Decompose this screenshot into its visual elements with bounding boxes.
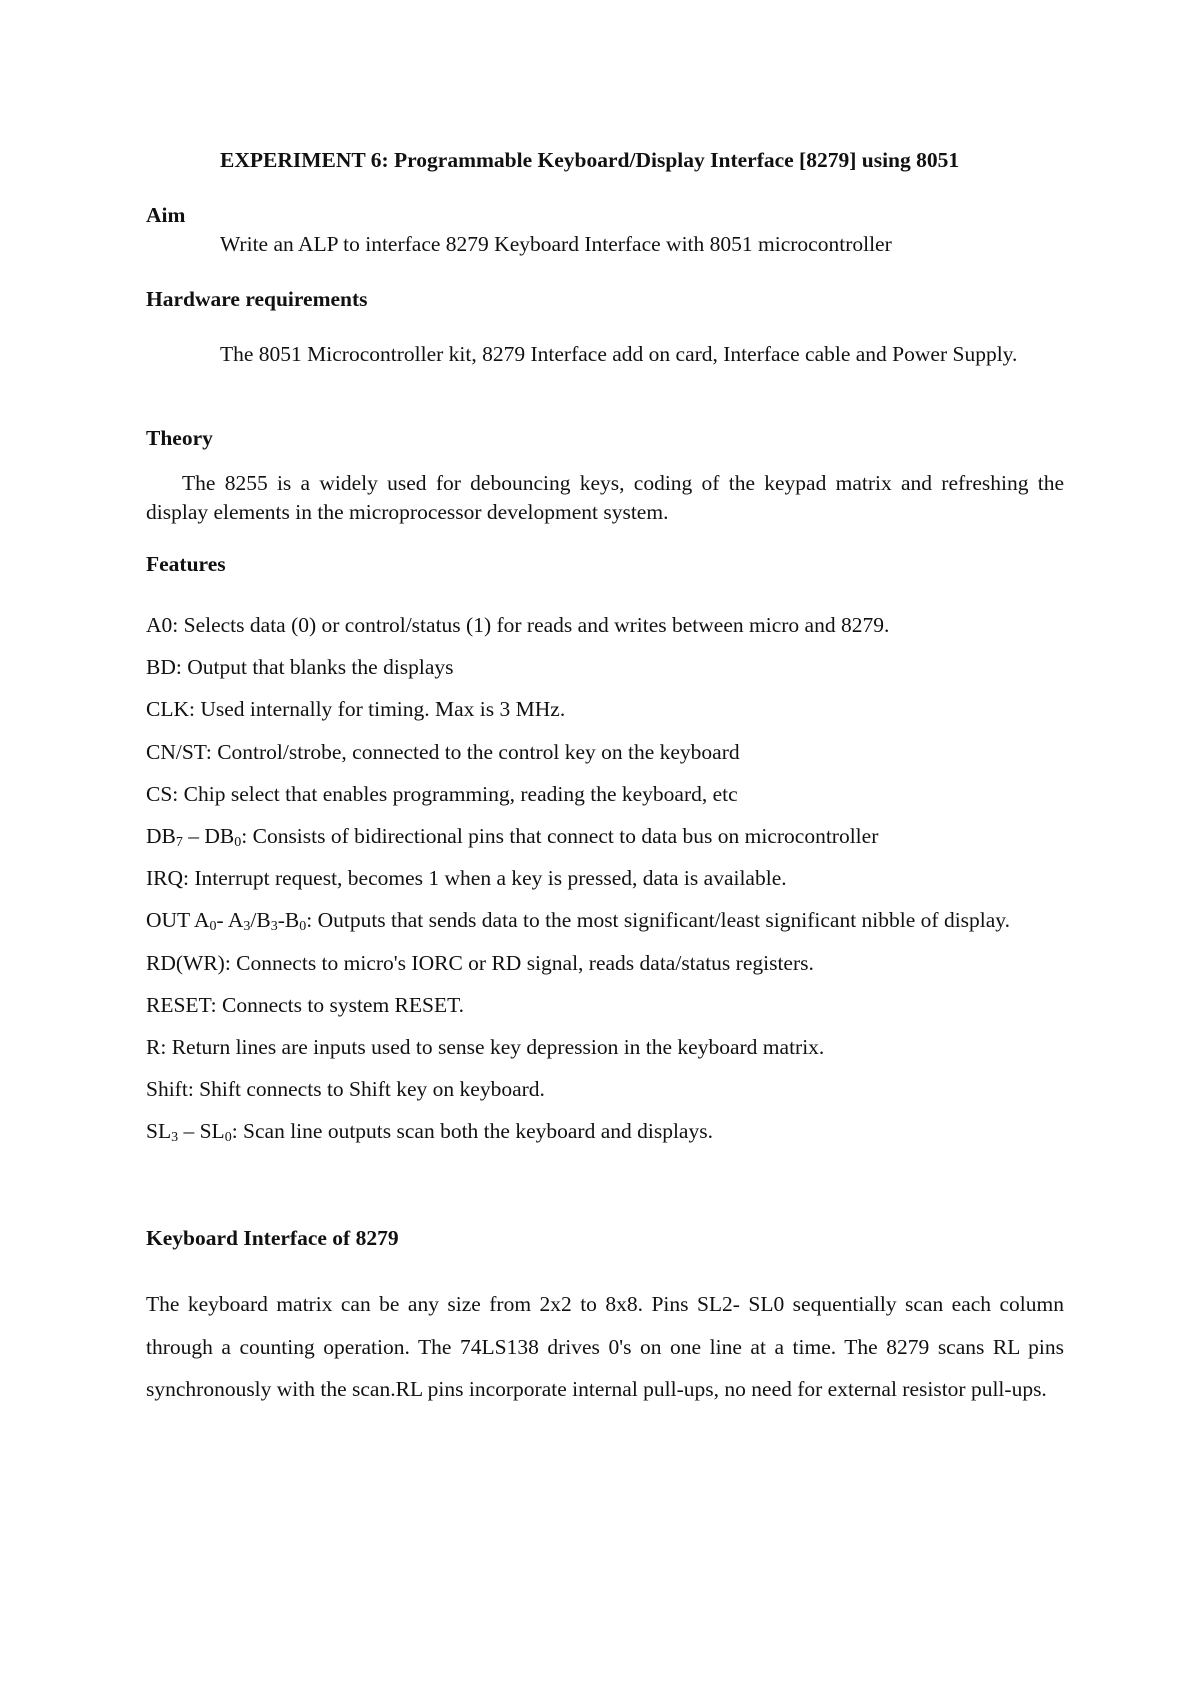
- out-mid-1: - A: [216, 908, 244, 933]
- out-subscript-4: 0: [299, 919, 307, 935]
- db-prefix: DB: [146, 824, 176, 849]
- feature-irq: IRQ: Interrupt request, becomes 1 when a key is pressed, data is available.: [146, 866, 787, 891]
- sl-subscript-0: 0: [224, 1130, 232, 1146]
- out-subscript-2: 3: [243, 919, 251, 935]
- out-mid-2: /B: [250, 908, 271, 933]
- out-subscript-1: 0: [209, 919, 217, 935]
- feature-a0: A0: Selects data (0) or control/status (1) for reads and writes between micro and 8279.: [146, 613, 890, 637]
- keyboard-interface-text: The keyboard matrix can be any size from 2x2 to 8x8. Pins SL2- SL0 sequentially scan each column through a counting operation. The 74LS138 drives 0's on one line at a time. The 8279 scans RL pins synchronously with the scan.RL pins incorporate internal pull-ups, no need for external resistor pull-ups.: [146, 1292, 1064, 1401]
- hardware-text: The 8051 Microcontroller kit, 8279 Interface add on card, Interface cable and Power Supply.: [220, 342, 1018, 366]
- feature-bd: BD: Output that blanks the displays: [146, 655, 454, 680]
- aim-heading: Aim: [146, 203, 186, 227]
- feature-sl: [146, 1110, 1064, 1152]
- page-title: EXPERIMENT 6: Programmable Keyboard/Display Interface [8279] using 8051: [220, 148, 960, 172]
- sl-prefix: SL: [146, 1119, 172, 1144]
- aim-text: Write an ALP to interface 8279 Keyboard Interface with 8051 microcontroller: [220, 232, 892, 256]
- db-subscript-7: 7: [175, 835, 183, 851]
- db-subscript-0: 0: [234, 835, 242, 851]
- feature-cnst: CN/ST: Control/strobe, connected to the control key on the keyboard: [146, 739, 740, 764]
- keyboard-interface-heading: Keyboard Interface of 8279: [146, 1226, 399, 1250]
- sl-mid: – SL: [178, 1119, 225, 1144]
- feature-shift: Shift: Shift connects to Shift key on keyboard.: [146, 1077, 545, 1102]
- hardware-heading: Hardware requirements: [146, 287, 368, 311]
- db-mid: – DB: [182, 824, 235, 849]
- feature-rdwr: RD(WR): Connects to micro's IORC or RD signal, reads data/status registers.: [146, 950, 814, 975]
- features-heading: Features: [146, 552, 226, 576]
- features-list: [146, 604, 1064, 1153]
- feature-clk: CLK: Used internally for timing. Max is 3 MHz.: [146, 697, 566, 722]
- out-rest: : Outputs that sends data to the most significant/least significant nibble of display.: [306, 908, 1011, 933]
- out-mid-3: -B: [277, 908, 300, 933]
- feature-out: [146, 899, 1061, 941]
- theory-heading: Theory: [146, 426, 213, 450]
- feature-db: [146, 815, 1064, 857]
- feature-r: R: Return lines are inputs used to sense key depression in the keyboard matrix.: [146, 1035, 825, 1060]
- feature-cs: CS: Chip select that enables programming, reading the keyboard, etc: [146, 781, 738, 806]
- theory-text: The 8255 is a widely used for debouncing keys, coding of the keypad matrix and refreshing the display elements in the microprocessor development system.: [146, 471, 1064, 524]
- sl-rest: : Scan line outputs scan both the keyboard and displays.: [231, 1119, 713, 1144]
- db-rest: : Consists of bidirectional pins that connect to data bus on microcontroller: [241, 824, 879, 849]
- sl-subscript-3: 3: [171, 1130, 179, 1146]
- out-prefix: OUT A: [146, 908, 210, 933]
- out-subscript-3: 3: [270, 919, 278, 935]
- feature-reset: RESET: Connects to system RESET.: [146, 992, 465, 1017]
